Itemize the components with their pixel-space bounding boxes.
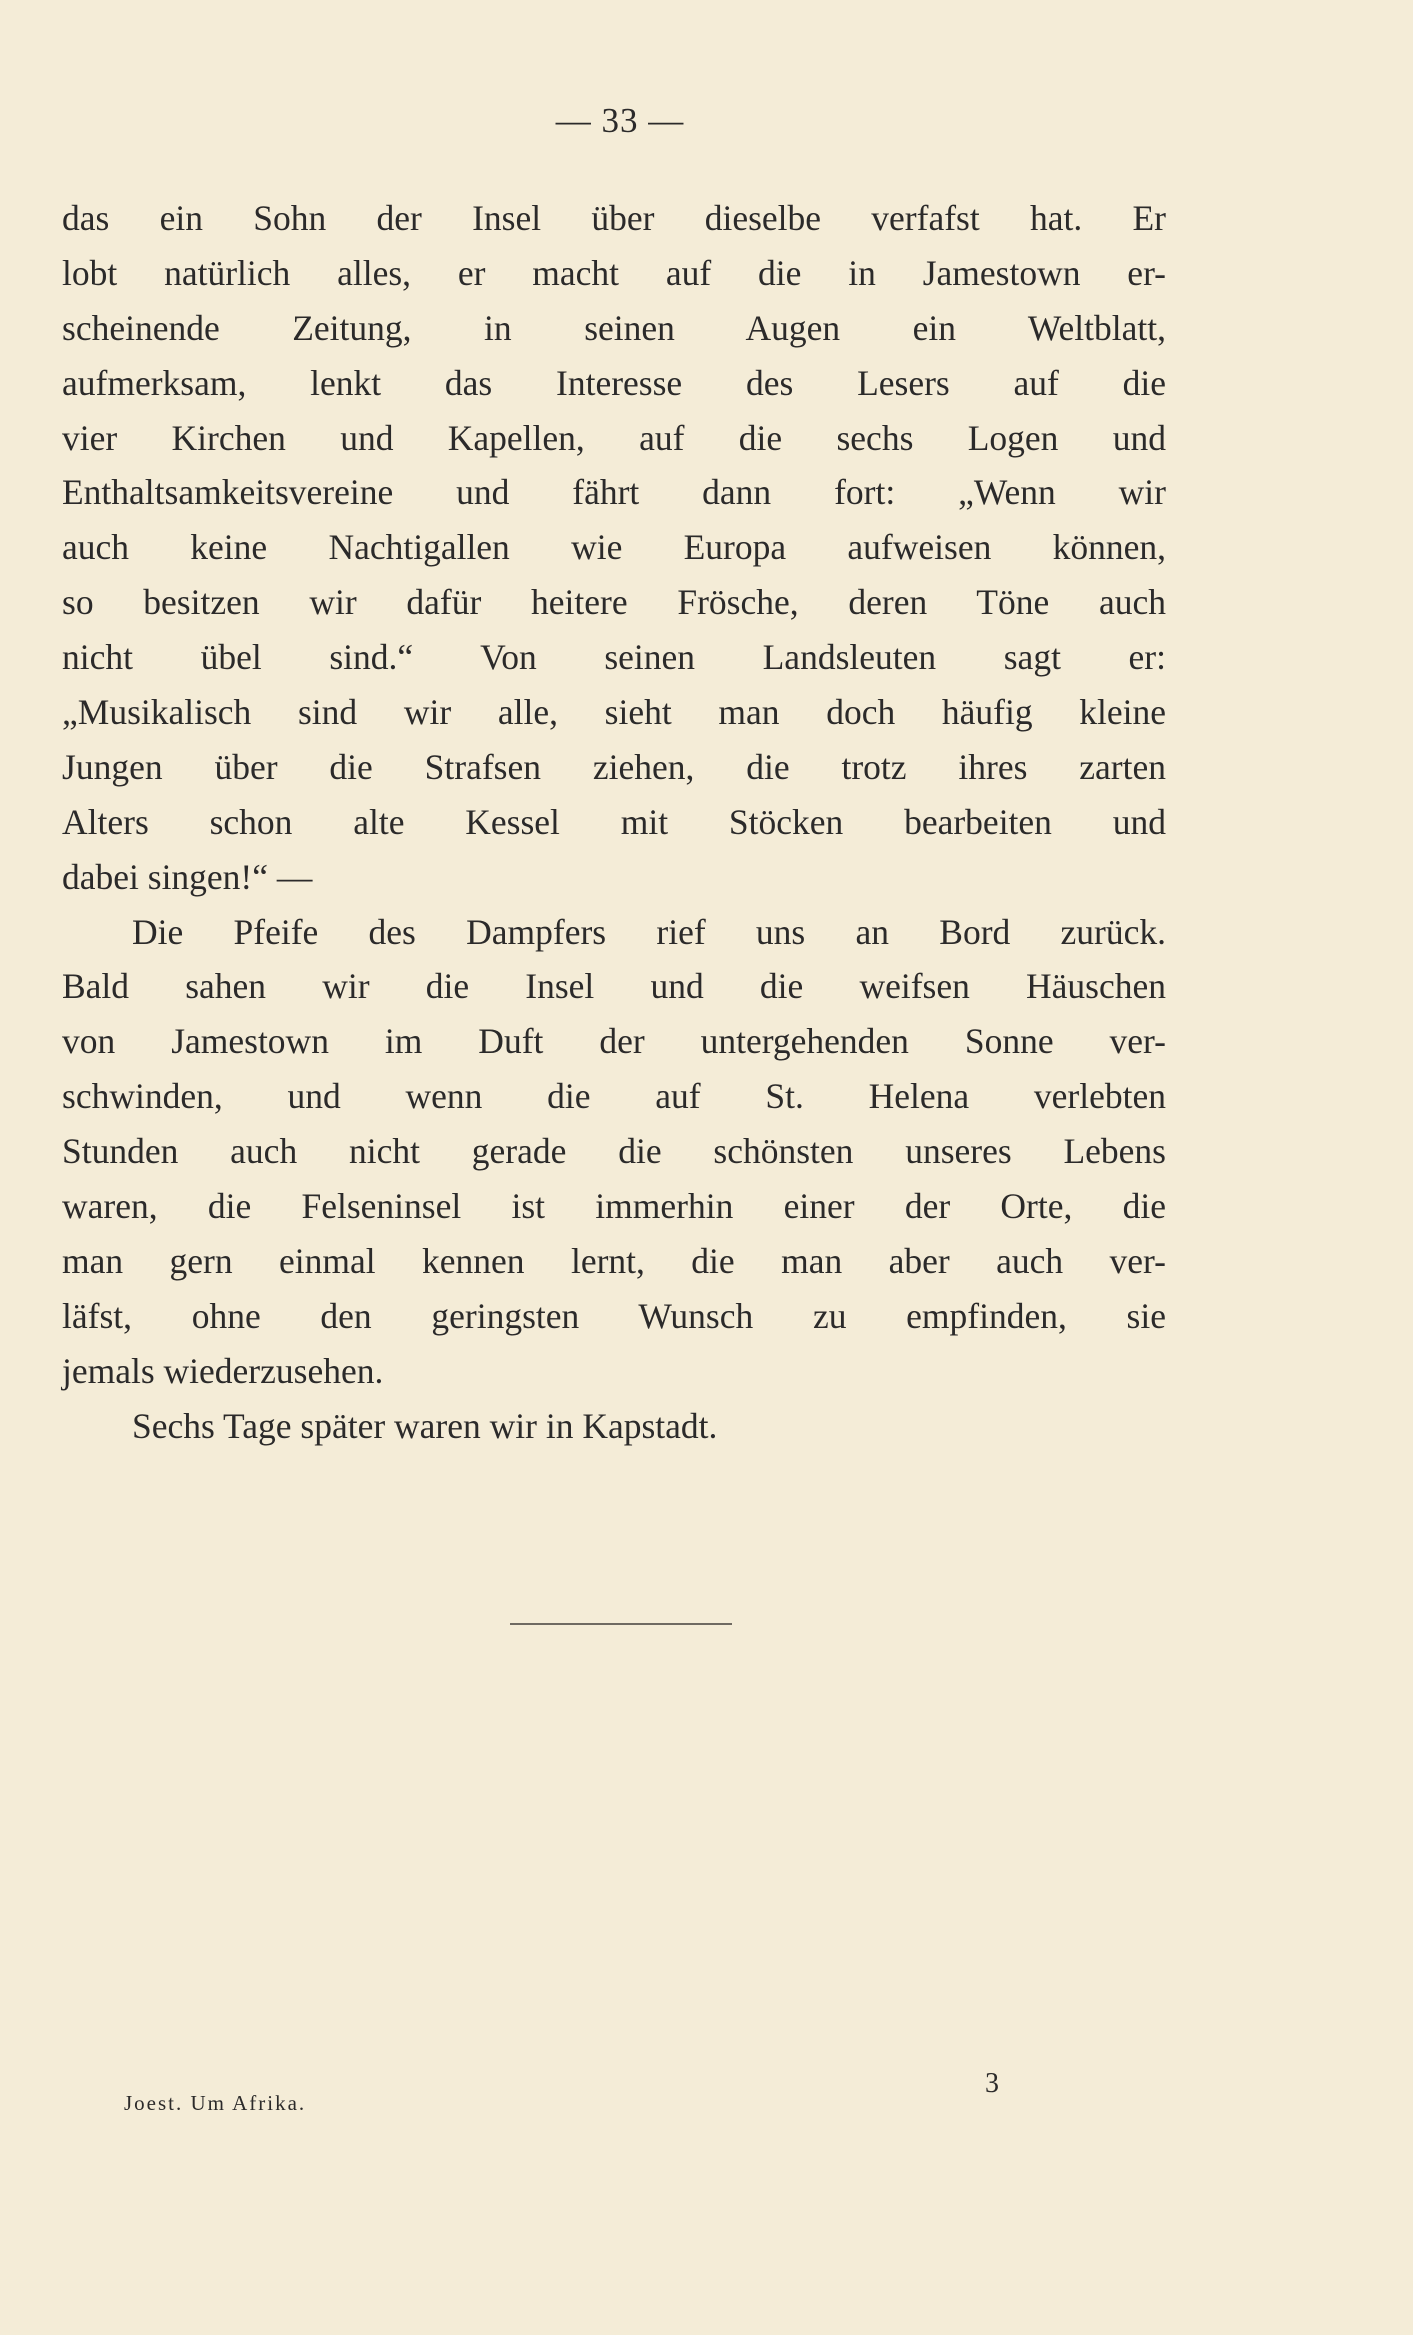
sheet-number: 3	[985, 2068, 999, 2099]
text-line: waren, die Felseninsel ist immerhin einer der Orte, die	[62, 1186, 1166, 1227]
text-line: Enthaltsamkeitsvereine und fährt dann fort: „Wenn wir	[62, 472, 1166, 513]
section-divider	[510, 1623, 732, 1625]
text-line: nicht übel sind.“ Von seinen Landsleuten sagt er:	[62, 637, 1166, 678]
text-line: Die Pfeife des Dampfers rief uns an Bord zurück.	[132, 911, 1166, 952]
text-line: schwinden, und wenn die auf St. Helena verlebten	[62, 1076, 1166, 1117]
body-text	[62, 191, 1166, 1453]
text-line: aufmerksam, lenkt das Interesse des Lesers auf die	[62, 362, 1166, 403]
signature-mark: Joest. Um Afrika.	[124, 2091, 307, 2115]
text-line: „Musikalisch sind wir alle, sieht man doch häufig kleine	[62, 692, 1166, 733]
text-line: Jungen über die Strafsen ziehen, die trotz ihres zarten	[62, 746, 1166, 787]
text-line: jemals wiederzusehen.	[62, 1350, 384, 1391]
text-line: scheinende Zeitung, in seinen Augen ein Weltblatt,	[62, 307, 1166, 348]
text-line: auch keine Nachtigallen wie Europa aufweisen können,	[62, 527, 1166, 568]
text-line: Sechs Tage später waren wir in Kapstadt.	[132, 1405, 718, 1446]
page-number: — 33 —	[555, 101, 685, 140]
text-line: von Jamestown im Duft der untergehenden Sonne ver-	[62, 1021, 1166, 1062]
text-line: lobt natürlich alles, er macht auf die in Jamestown er-	[62, 252, 1166, 293]
text-line: Alters schon alte Kessel mit Stöcken bearbeiten und	[62, 801, 1166, 842]
text-line: läfst, ohne den geringsten Wunsch zu empfinden, sie	[62, 1295, 1166, 1336]
text-line: man gern einmal kennen lernt, die man aber auch ver-	[62, 1240, 1166, 1281]
text-line: Bald sahen wir die Insel und die weifsen Häuschen	[62, 966, 1166, 1007]
text-line: Stunden auch nicht gerade die schönsten unseres Lebens	[62, 1131, 1166, 1172]
text-line: dabei singen!“ —	[62, 856, 313, 897]
text-line: das ein Sohn der Insel über dieselbe verfafst hat. Er	[62, 198, 1166, 238]
text-line: so besitzen wir dafür heitere Frösche, deren Töne auch	[62, 582, 1166, 623]
text-line: vier Kirchen und Kapellen, auf die sechs Logen und	[62, 417, 1166, 458]
